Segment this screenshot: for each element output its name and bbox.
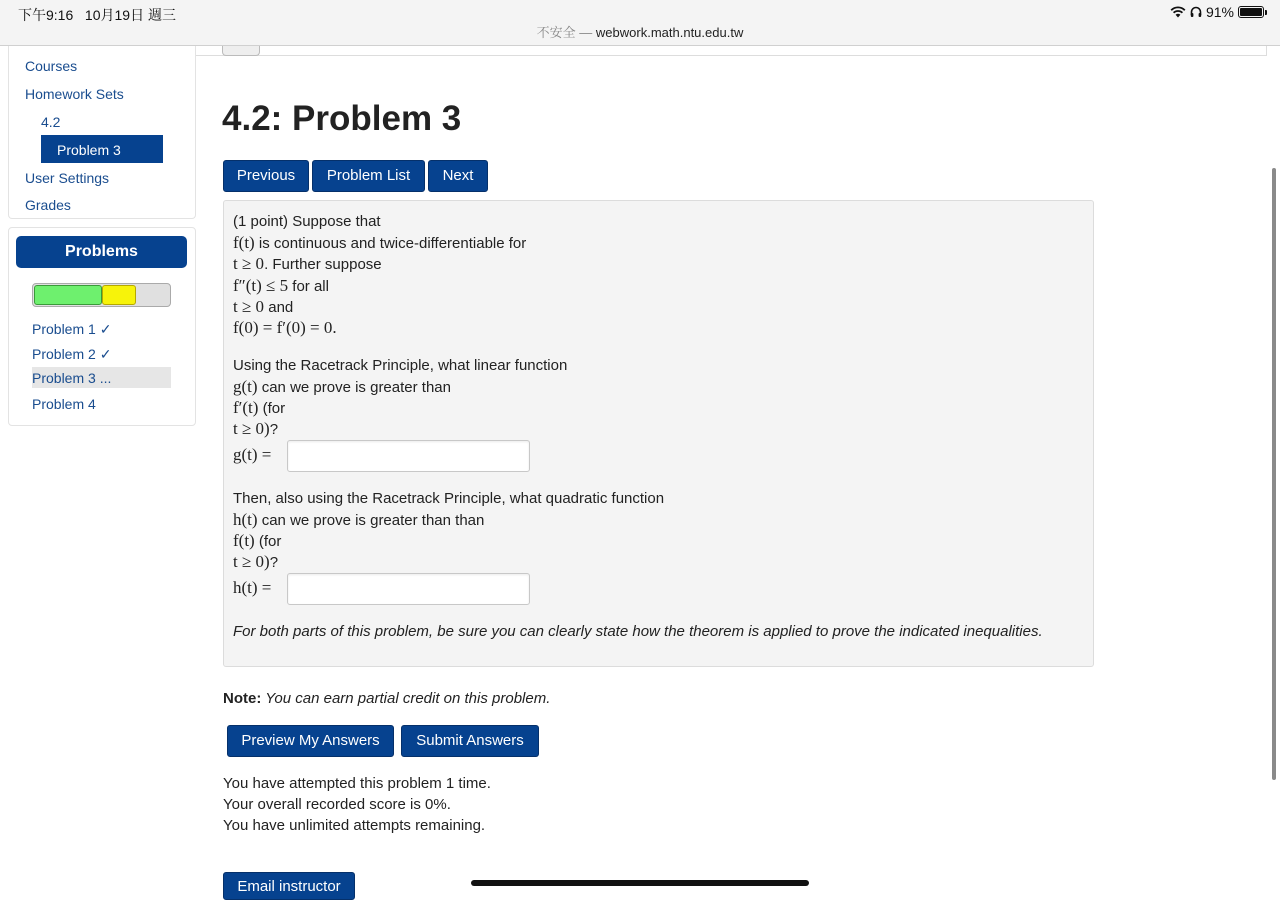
- status-time: 下午9:16 10月19日 週三: [18, 7, 176, 23]
- question-1-line-2: g(t) can we prove is greater than: [233, 377, 451, 396]
- email-instructor-button[interactable]: Email instructor: [223, 872, 355, 900]
- status-bar: [0, 0, 1280, 46]
- battery-icon: [1238, 6, 1264, 18]
- headphones-icon: [1190, 6, 1202, 18]
- status-date: 10月19日 週三: [84, 7, 176, 23]
- answer-2-input[interactable]: [287, 573, 530, 605]
- problem-line-6: f(0) = f′(0) = 0.: [233, 318, 337, 337]
- battery-percent: 91%: [1205, 4, 1234, 20]
- address-bar[interactable]: 不安全 — webwork.math.ntu.edu.tw: [536, 25, 744, 40]
- problem-line-4: f″(t) ≤ 5 for all: [233, 276, 329, 295]
- question-1-line-3: f′(t) (for: [233, 398, 286, 417]
- page-title: 4.2: Problem 3: [222, 99, 462, 138]
- question-2-line-2: h(t) can we prove is greater than than: [233, 510, 485, 529]
- sidebar-item-homework-sets[interactable]: Homework Sets: [25, 86, 124, 102]
- scrollbar[interactable]: [1272, 168, 1276, 780]
- attempts-count: You have attempted this problem 1 time.: [223, 775, 491, 792]
- sidebar-item-grades[interactable]: Grades: [25, 197, 71, 213]
- sidebar-item-user-settings[interactable]: User Settings: [25, 170, 110, 186]
- question-2-line-4: t ≥ 0)?: [233, 552, 279, 571]
- problem-link-4[interactable]: Problem 4: [32, 396, 96, 412]
- sidebar-item-set[interactable]: 4.2: [41, 114, 61, 130]
- sidebar-item-courses[interactable]: Courses: [25, 58, 78, 74]
- progress-bar: [32, 283, 171, 307]
- submit-answers-button[interactable]: Submit Answers: [401, 725, 539, 757]
- status-indicators: [1170, 4, 1264, 20]
- problem-line-2: f(t) is continuous and twice-differentiable for: [233, 233, 527, 252]
- answer-2-label: h(t) =: [233, 578, 272, 597]
- sidebar-item-current-problem[interactable]: Problem 3: [41, 135, 163, 163]
- progress-partial: [102, 285, 136, 305]
- question-2-intro: Then, also using the Racetrack Principle, what quadratic function: [233, 490, 665, 507]
- preview-answers-button[interactable]: Preview My Answers: [227, 725, 394, 757]
- problem-intro: (1 point) Suppose that: [233, 213, 381, 230]
- top-panel-edge: [195, 46, 1267, 56]
- progress-correct: [34, 285, 102, 305]
- problem-line-5: t ≥ 0 and: [233, 297, 294, 316]
- wifi-icon: [1170, 6, 1186, 18]
- problem-footer-note: For both parts of this problem, be sure you can clearly state how the theorem is applied to prove the indicated inequalities.: [233, 623, 1043, 640]
- attempts-remaining: You have unlimited attempts remaining.: [223, 817, 486, 834]
- problem-list-button[interactable]: Problem List: [312, 160, 425, 192]
- problem-link-2[interactable]: Problem 2 ✓: [32, 346, 112, 362]
- answer-1-input[interactable]: [287, 440, 530, 472]
- top-button-edge[interactable]: [222, 46, 260, 56]
- insecure-label: 不安全: [536, 25, 576, 40]
- problem-line-3: t ≥ 0. Further suppose: [233, 254, 382, 273]
- next-button[interactable]: Next: [428, 160, 488, 192]
- partial-credit-note: Note: You can earn partial credit on this problem.: [223, 690, 551, 707]
- answer-1-label: g(t) =: [233, 445, 272, 464]
- home-indicator[interactable]: [471, 880, 809, 886]
- problems-header: Problems: [16, 236, 187, 268]
- question-1-line-4: t ≥ 0)?: [233, 419, 279, 438]
- recorded-score: Your overall recorded score is 0%.: [223, 796, 451, 813]
- problem-link-3[interactable]: Problem 3 ...: [32, 367, 171, 388]
- problem-link-1[interactable]: Problem 1 ✓: [32, 321, 112, 337]
- question-1-intro: Using the Racetrack Principle, what linear function: [233, 357, 568, 374]
- question-2-line-3: f(t) (for: [233, 531, 282, 550]
- url-text: webwork.math.ntu.edu.tw: [595, 25, 744, 40]
- previous-button[interactable]: Previous: [223, 160, 309, 192]
